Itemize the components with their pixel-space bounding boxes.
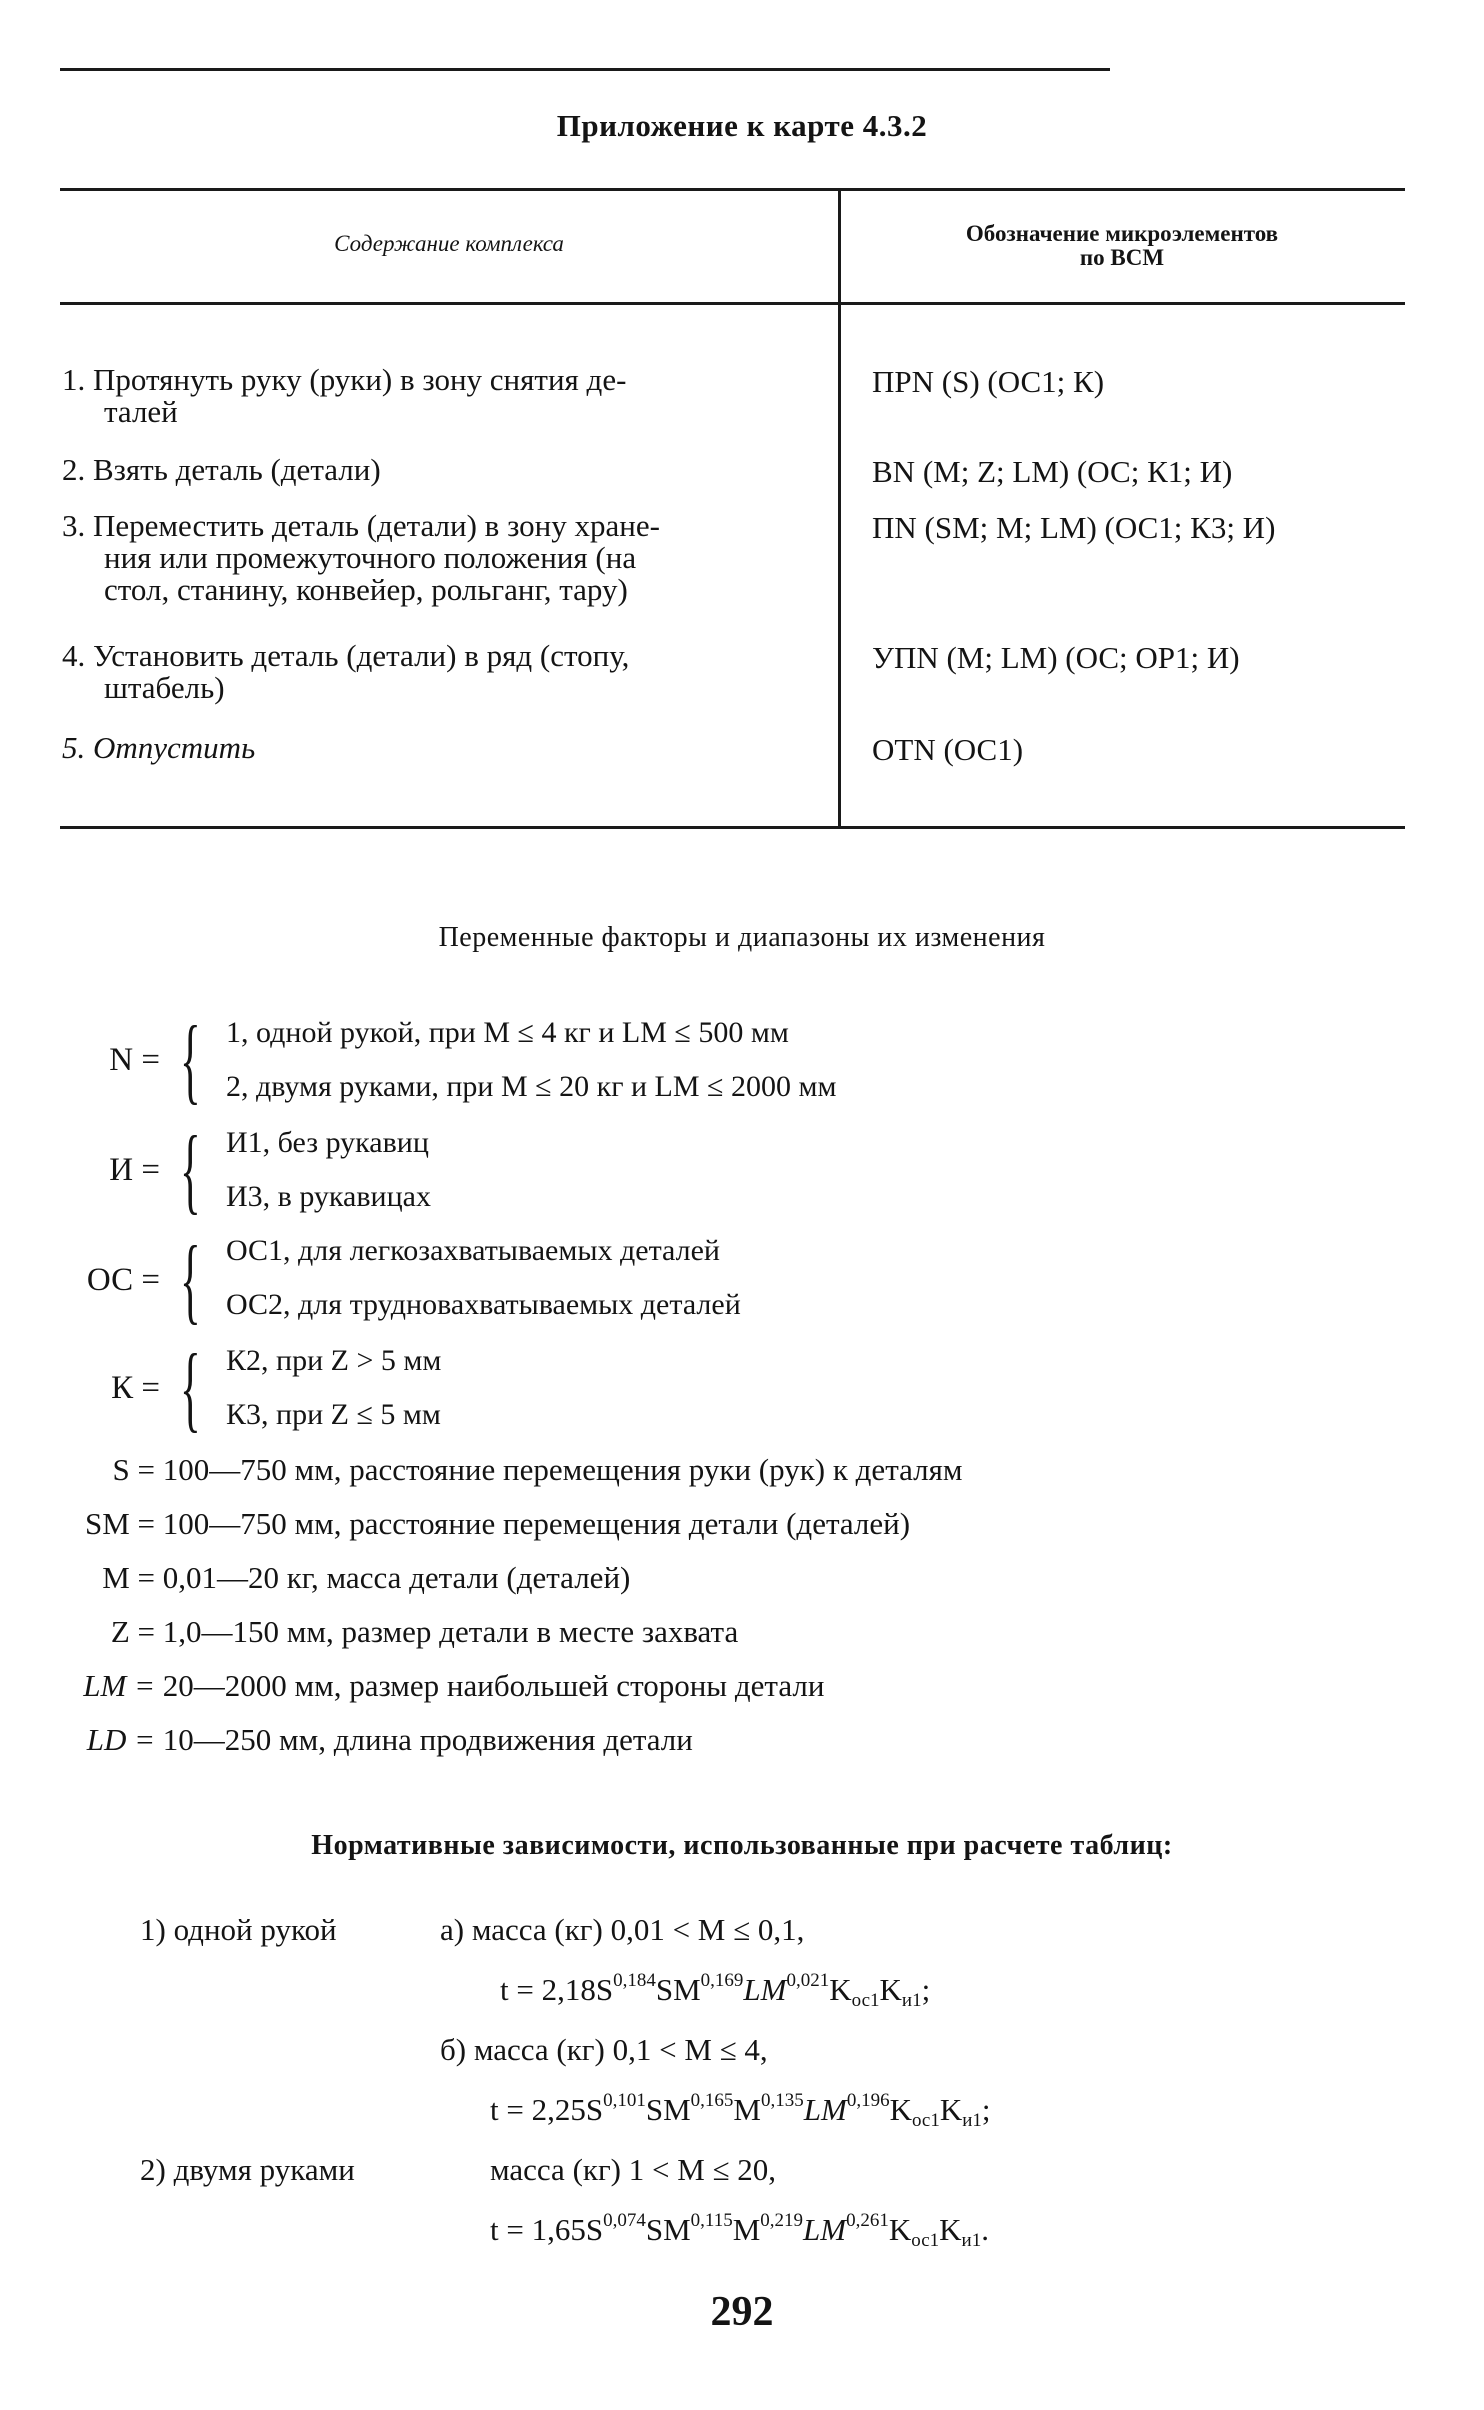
page-title: Приложение к карте 4.3.2 bbox=[556, 108, 928, 143]
condition-b: б) масса (кг) 0,1 < M ≤ 4, bbox=[440, 2032, 768, 2067]
range-text: 1,0—150 мм, размер детали в месте захвата bbox=[162, 1614, 739, 1649]
factor-symbol: И = bbox=[109, 1152, 160, 1188]
row5-code: ОТN (ОС1) bbox=[872, 732, 1024, 767]
formula-term: t = 1,65S bbox=[490, 2212, 604, 2247]
formula-exp: 0,261 bbox=[846, 2210, 889, 2231]
table-column-divider bbox=[838, 188, 841, 826]
factor-option: К2, при Z > 5 мм bbox=[226, 1344, 442, 1377]
row5-text-line1: 5. Отпустить bbox=[62, 730, 256, 765]
range-z bbox=[60, 1614, 738, 1650]
factor-symbol: К = bbox=[111, 1370, 160, 1406]
col2-header-line2: по ВСМ bbox=[1079, 245, 1165, 270]
formula-exp: 0,074 bbox=[603, 2210, 646, 2231]
range-symbol: Z = bbox=[110, 1614, 155, 1649]
formula-end: . bbox=[981, 2212, 989, 2247]
factor-option: И3, в рукавицах bbox=[226, 1180, 431, 1213]
range-text: 100—750 мм, расстояние перемещения детали (деталей) bbox=[162, 1506, 911, 1541]
two-hands-label: 2) двумя руками bbox=[140, 2152, 355, 2187]
row1-code: ПРN (S) (ОС1; К) bbox=[872, 364, 1105, 399]
factor-option: 2, двумя руками, при M ≤ 20 кг и LM ≤ 2000 мм bbox=[226, 1070, 837, 1103]
condition-a: а) масса (кг) 0,01 < M ≤ 0,1, bbox=[440, 1912, 805, 1947]
range-lm bbox=[60, 1668, 824, 1704]
formula-term: K bbox=[939, 2092, 963, 2127]
formula-term: LM bbox=[803, 2212, 847, 2247]
table-header-rule bbox=[60, 302, 1405, 305]
formula-c bbox=[490, 2210, 989, 2252]
formula-exp: 0,115 bbox=[690, 2210, 733, 2231]
factor-option: 1, одной рукой, при M ≤ 4 кг и LM ≤ 500 мм bbox=[226, 1016, 789, 1049]
row3-text-line2: ния или промежуточного положения (на bbox=[104, 540, 637, 575]
page-number: 292 bbox=[710, 2289, 774, 2335]
range-m bbox=[60, 1560, 630, 1596]
row2-code: ВN (М; Z; LM) (ОС; К1; И) bbox=[872, 454, 1233, 489]
formula-term: t = 2,18S bbox=[500, 1972, 614, 2007]
row4-code: УПN (М; LM) (ОС; ОР1; И) bbox=[872, 640, 1240, 675]
brace-icon: { bbox=[180, 1006, 201, 1113]
formula-term: LM bbox=[743, 1972, 787, 2007]
formula-exp: 0,219 bbox=[760, 2210, 804, 2231]
formula-term: M bbox=[733, 2092, 761, 2127]
formula-sub: ос1 bbox=[911, 2230, 940, 2251]
factor-option: И1, без рукавиц bbox=[226, 1126, 429, 1159]
brace-icon: { bbox=[180, 1116, 201, 1223]
formula-sub: и1 bbox=[962, 2110, 982, 2131]
range-symbol: M = bbox=[102, 1560, 155, 1595]
formula-term: SM bbox=[655, 1972, 701, 2007]
formula-term: K bbox=[829, 1972, 852, 2007]
formula-sub: ос1 bbox=[911, 2110, 940, 2131]
range-symbol: LM = bbox=[83, 1668, 155, 1703]
formula-end: ; bbox=[921, 1972, 931, 2007]
formula-sub: ос1 bbox=[851, 1990, 880, 2011]
factor-option: К3, при Z ≤ 5 мм bbox=[226, 1398, 441, 1431]
formula-term: K bbox=[939, 2212, 962, 2247]
formula-term: K bbox=[889, 2092, 912, 2127]
formula-term: K bbox=[879, 1972, 902, 2007]
factors-title: Переменные факторы и диапазоны их изменения bbox=[438, 922, 1046, 953]
formula-a bbox=[500, 1970, 930, 2012]
formula-term: M bbox=[732, 2212, 761, 2247]
brace-icon: { bbox=[180, 1226, 201, 1333]
range-text: 10—250 мм, длина продвижения детали bbox=[162, 1722, 693, 1757]
formula-term: t = 2,25S bbox=[490, 2092, 604, 2127]
formula-exp: 0,196 bbox=[846, 2090, 890, 2111]
factor-option: ОС1, для легкозахватываемых деталей bbox=[226, 1234, 720, 1267]
row2-text-line1: 2. Взять деталь (детали) bbox=[62, 452, 381, 487]
range-ld bbox=[60, 1722, 693, 1758]
row3-code: ПN (SM; М; LM) (ОС1; К3; И) bbox=[872, 510, 1276, 545]
formula-exp: 0,135 bbox=[760, 2090, 804, 2111]
row3-text-line1: 3. Переместить деталь (детали) в зону хране- bbox=[62, 508, 660, 543]
range-symbol: LD = bbox=[86, 1722, 155, 1757]
col2-header-line1: Обозначение микроэлементов bbox=[965, 221, 1279, 246]
formula-exp: 0,101 bbox=[603, 2090, 646, 2111]
row1-text-line1: 1. Протянуть руку (руки) в зону снятия де- bbox=[62, 362, 627, 397]
range-sm bbox=[60, 1506, 910, 1542]
range-symbol: SM = bbox=[84, 1506, 155, 1541]
range-s bbox=[60, 1452, 963, 1488]
range-symbol: S = bbox=[112, 1452, 155, 1487]
dependencies-title: Нормативные зависимости, использованные при расчете таблиц: bbox=[311, 1830, 1173, 1861]
range-text: 0,01—20 кг, масса детали (деталей) bbox=[162, 1560, 631, 1595]
formula-term: LM bbox=[803, 2092, 847, 2127]
formula-exp: 0,184 bbox=[613, 1970, 656, 1991]
one-hand-label: 1) одной рукой bbox=[140, 1912, 337, 1947]
condition-c: масса (кг) 1 < M ≤ 20, bbox=[490, 2152, 777, 2187]
formula-end: ; bbox=[981, 2092, 991, 2127]
table-bottom-rule bbox=[60, 826, 1405, 829]
row4-text-line2: штабель) bbox=[104, 670, 225, 705]
formula-sub: и1 bbox=[901, 1990, 922, 2011]
formula-term: K bbox=[888, 2212, 912, 2247]
top-rule bbox=[60, 68, 1110, 71]
formula-exp: 0,165 bbox=[690, 2090, 734, 2111]
row1-text-line2: талей bbox=[104, 394, 178, 429]
factor-option: ОС2, для трудновахватываемых деталей bbox=[226, 1288, 741, 1321]
factor-symbol: ОС = bbox=[86, 1262, 160, 1298]
formula-exp: 0,169 bbox=[700, 1970, 744, 1991]
table-top-rule bbox=[60, 188, 1405, 191]
factor-symbol: N = bbox=[109, 1042, 160, 1078]
col1-header: Содержание комплекса bbox=[334, 231, 564, 256]
formula-exp: 0,021 bbox=[786, 1970, 830, 1991]
formula-sub: и1 bbox=[961, 2230, 982, 2251]
row4-text-line1: 4. Установить деталь (детали) в ряд (стопу, bbox=[62, 638, 630, 673]
range-text: 100—750 мм, расстояние перемещения руки (рук) к деталям bbox=[162, 1452, 963, 1487]
formula-term: SM bbox=[645, 2212, 691, 2247]
brace-icon: { bbox=[180, 1334, 201, 1441]
range-text: 20—2000 мм, размер наибольшей стороны детали bbox=[162, 1668, 825, 1703]
formula-b bbox=[490, 2090, 991, 2132]
row3-text-line3: стол, станину, конвейер, рольганг, тару) bbox=[104, 572, 628, 607]
formula-term: SM bbox=[645, 2092, 691, 2127]
